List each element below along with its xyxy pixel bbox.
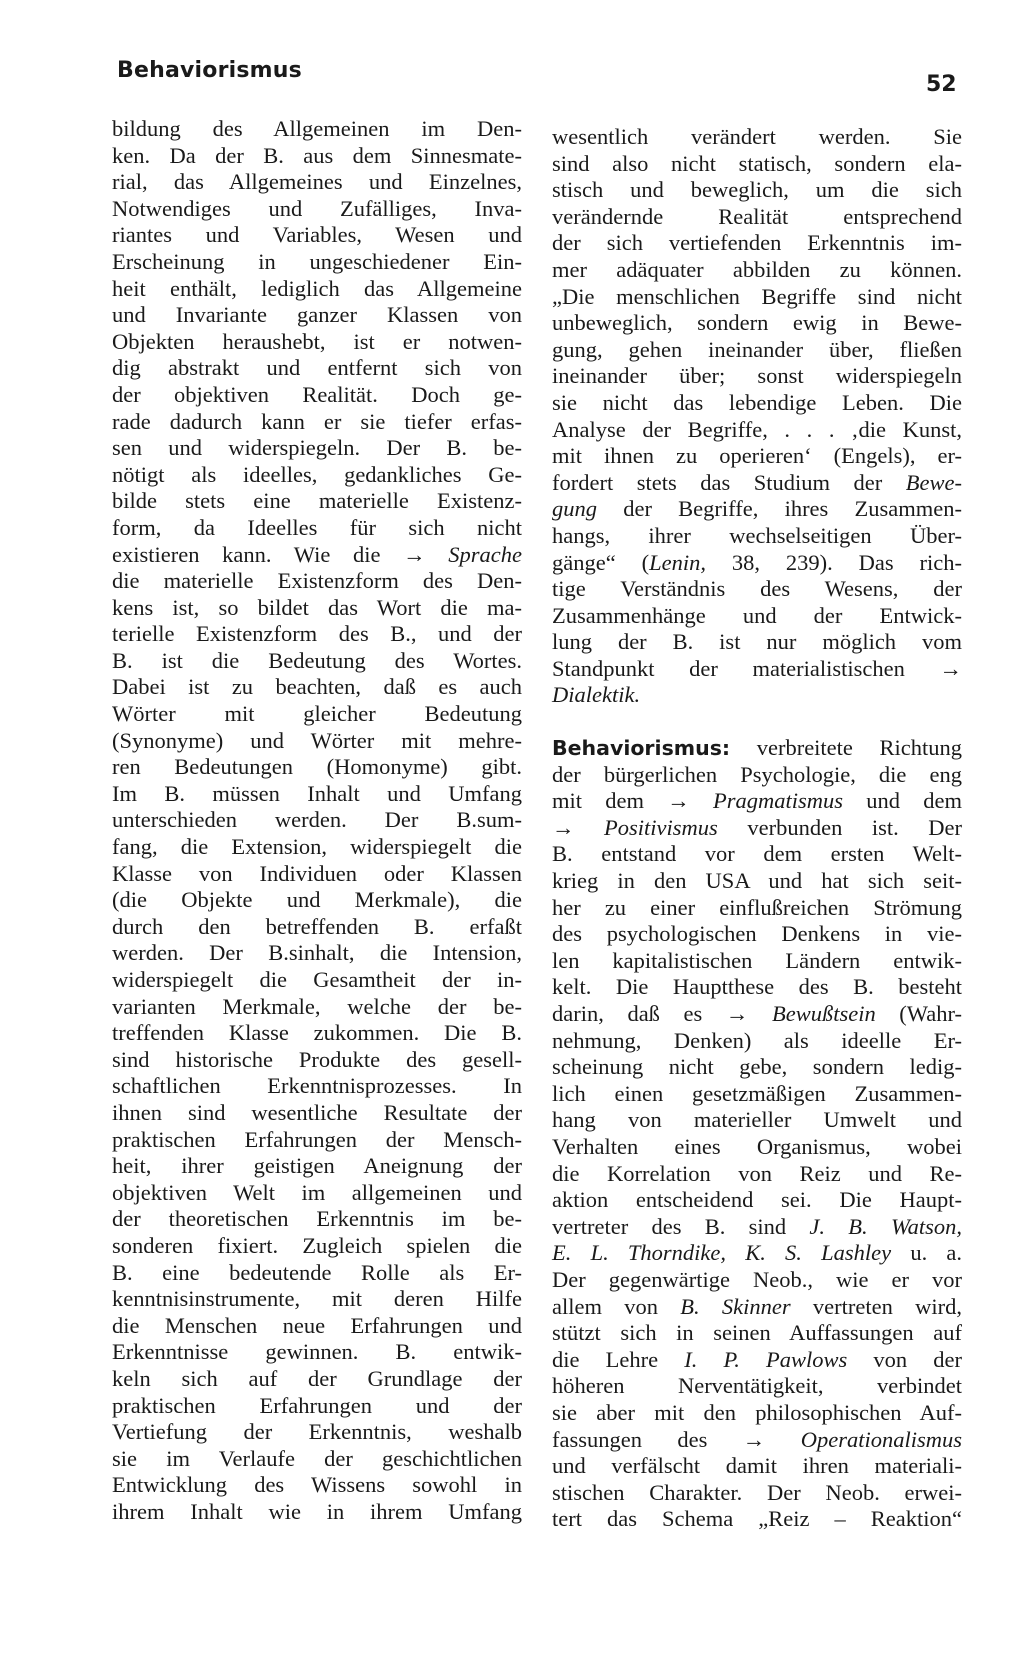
- text-line: Dabei ist zu beachten, daß es auch: [112, 674, 522, 700]
- person-name: I. P. Pawlows: [684, 1346, 848, 1372]
- text-segment: von der: [873, 1346, 963, 1372]
- cross-reference-arrow: →: [552, 814, 575, 840]
- left-column: [112, 116, 522, 1525]
- text-line: fang, die Extension, widerspiegelt die: [112, 834, 522, 860]
- text-line: die materielle Existenzform des Den-: [112, 568, 522, 594]
- text-line: [552, 470, 962, 497]
- text-line-with-ref: [112, 542, 522, 569]
- text-line: bilde stets eine materielle Existenz-: [112, 488, 522, 514]
- text-line: Vertiefung der Erkenntnis, weshalb: [112, 1419, 522, 1445]
- text-line: Notwendiges und Zufälliges, Inva-: [112, 195, 522, 221]
- text-line: tige Verständnis des Wesens, der: [552, 576, 962, 602]
- text-line: riantes und Variables, Wesen und: [112, 222, 522, 248]
- text-line: stützt sich in seinen Auffassungen auf: [552, 1320, 962, 1346]
- text-line: praktischen Erfahrungen und der: [112, 1392, 522, 1418]
- text-line: varianten Merkmale, welche der be-: [112, 993, 522, 1019]
- text-line: heit, ihrer geistigen Aneignung der: [112, 1153, 522, 1179]
- text-line: keln sich auf der Grundlage der: [112, 1365, 522, 1391]
- text-line: gung, gehen ineinander über, fließen: [552, 336, 962, 362]
- text-line: kenntnisinstrumente, mit deren Hilfe: [112, 1286, 522, 1312]
- text-line: dig abstrakt und entfernt sich von: [112, 355, 522, 381]
- running-head: Behaviorismus: [117, 58, 302, 83]
- text-line: schaftlichen Erkenntnisprozesses. In: [112, 1073, 522, 1099]
- text-segment: der Begriffe, ihres Zusammen-: [623, 496, 962, 522]
- text-line: terielle Existenzform des B., und der: [112, 621, 522, 647]
- text-line: [552, 496, 962, 523]
- text-line: Verhalten eines Organismus, wobei: [552, 1133, 962, 1159]
- text-line: (Synonyme) und Wörter mit mehre-: [112, 727, 522, 753]
- person-name: J. B. Watson,: [809, 1213, 963, 1239]
- text-line: lich einen gesetzmäßigen Zusammen-: [552, 1080, 962, 1106]
- entry-keyword: Behaviorismus:: [552, 736, 731, 761]
- text-line: hang von materieller Umwelt und: [552, 1107, 962, 1133]
- text-line: [552, 1214, 962, 1241]
- cross-reference-bewusstsein[interactable]: Bewußtsein: [771, 1001, 876, 1026]
- text-line: B. ist die Bedeutung des Wortes.: [112, 647, 522, 673]
- text-line: Klasse von Individuen oder Klassen: [112, 860, 522, 886]
- text-segment: verbunden ist. Der: [747, 814, 963, 840]
- citation-author: Lenin,: [649, 549, 706, 575]
- text-segment: 38, 239). Das rich-: [731, 549, 962, 575]
- text-line: stisch und beweglich, um die sich: [552, 177, 962, 203]
- person-names: E. L. Thorndike, K. S. Lashley: [552, 1240, 892, 1266]
- text-line: mit ihnen zu operieren‘ (Engels), er-: [552, 443, 962, 469]
- text-line: die Menschen neue Erfahrungen und: [112, 1312, 522, 1338]
- entry-first-line: [552, 735, 962, 762]
- text-line: Zusammenhänge und der Entwick-: [552, 602, 962, 628]
- cross-reference-operationalismus[interactable]: Operationalismus: [800, 1426, 962, 1452]
- text-line: der bürgerlichen Psychologie, die eng: [552, 761, 962, 787]
- text-line: „Die menschlichen Begriffe sind nicht: [552, 283, 962, 309]
- text-line: [552, 1427, 962, 1454]
- text-line: rial, das Allgemeines und Einzelnes,: [112, 169, 522, 195]
- text-line: sonderen fixiert. Zugleich spielen die: [112, 1232, 522, 1258]
- text-line: sen und widerspiegeln. Der B. be-: [112, 435, 522, 461]
- text-segment: u. a.: [910, 1240, 962, 1266]
- text-segment: die Lehre: [552, 1346, 659, 1372]
- text-line: nehmung, Denken) als ideelle Er-: [552, 1027, 962, 1053]
- text-line: sie nicht das lebendige Leben. Die: [552, 389, 962, 415]
- text-line: [552, 550, 962, 577]
- text-line: form, da Ideelles für sich nicht: [112, 514, 522, 540]
- text-line: der objektiven Realität. Doch ge-: [112, 381, 522, 407]
- text-line: tert das Schema „Reiz – Reaktion“: [552, 1506, 962, 1532]
- text-line: [552, 1001, 962, 1028]
- right-column: [552, 124, 962, 1533]
- text-line: ken. Da der B. aus dem Sinnesmate-: [112, 142, 522, 168]
- text-line: widerspiegelt die Gesamtheit der in-: [112, 967, 522, 992]
- text-line: Analyse der Begriffe, . . . ‚die Kunst,: [552, 416, 962, 442]
- text-line: verändernde Realität entsprechend: [552, 203, 962, 229]
- text-line: kelt. Die Hauptthese des B. besteht: [552, 974, 962, 1000]
- text-segment: existieren kann. Wie die: [112, 541, 381, 567]
- text-line: B. eine bedeutende Rolle als Er-: [112, 1259, 522, 1285]
- text-line: durch den betreffenden B. erfaßt: [112, 913, 522, 939]
- text-line: [552, 1294, 962, 1321]
- text-line: [552, 1240, 962, 1267]
- text-line: Wörter mit gleicher Bedeutung: [112, 701, 522, 727]
- emphasis: gung: [552, 496, 597, 522]
- text-segment: vertreten wird,: [812, 1293, 962, 1319]
- text-line: Erscheinung in ungeschiedener Ein-: [112, 248, 522, 274]
- text-line: kens ist, so bildet das Wort die ma-: [112, 594, 522, 620]
- text-segment: fordert stets das Studium der: [552, 469, 883, 495]
- text-segment: und dem: [866, 788, 963, 814]
- continued-paragraph: [552, 124, 962, 709]
- text-line: [552, 682, 962, 709]
- text-line: objektiven Welt im allgemeinen und: [112, 1179, 522, 1205]
- cross-reference-positivismus[interactable]: Positivismus: [604, 814, 718, 840]
- text-line: sie aber mit den philosophischen Auf-: [552, 1399, 962, 1425]
- text-segment: fassungen des →: [552, 1426, 766, 1452]
- text-line: [552, 815, 962, 842]
- text-line: heit enthält, lediglich das Allgemeine: [112, 275, 522, 301]
- text-line: und verfälscht damit ihren materiali-: [552, 1453, 962, 1479]
- text-line: mer adäquater abbilden zu können.: [552, 256, 962, 282]
- cross-reference-sprache[interactable]: Sprache: [448, 541, 522, 567]
- text-line: Im B. müssen Inhalt und Umfang: [112, 780, 522, 806]
- text-line: [552, 1347, 962, 1374]
- text-line: bildung des Allgemeinen im Den-: [112, 116, 522, 141]
- text-line: B. entstand vor dem ersten Welt-: [552, 841, 962, 867]
- cross-reference-arrow: →: [403, 541, 426, 567]
- text-segment: gänge“ (: [552, 549, 650, 575]
- text-line: der sich vertiefenden Erkenntnis im-: [552, 230, 962, 256]
- text-segment: verbreitete Richtung: [756, 735, 962, 761]
- text-line: der theoretischen Erkenntnis im be-: [112, 1206, 522, 1232]
- text-line: sie im Verlaufe der geschichtlichen: [112, 1445, 522, 1471]
- text-line: len kapitalistischen Ländern entwik-: [552, 947, 962, 973]
- text-line: Standpunkt der materialistischen →: [552, 655, 962, 681]
- text-line: rade dadurch kann er sie tiefer erfas-: [112, 408, 522, 434]
- text-line: unbeweglich, sondern ewig in Bewe-: [552, 310, 962, 336]
- text-line: höheren Nerventätigkeit, verbindet: [552, 1373, 962, 1399]
- paragraph-gap: [552, 709, 962, 735]
- text-line: des psychologischen Denkens in vie-: [552, 921, 962, 947]
- text-line: wesentlich verändert werden. Sie: [552, 124, 962, 149]
- text-segment: mit dem →: [552, 788, 690, 814]
- text-line: [552, 788, 962, 815]
- text-line: und Invariante ganzer Klassen von: [112, 302, 522, 328]
- text-line: ren Bedeutungen (Homonyme) gibt.: [112, 754, 522, 780]
- text-line: werden. Der B.sinhalt, die Intension,: [112, 940, 522, 966]
- emphasis: Bewe-: [905, 469, 962, 495]
- cross-reference-dialektik[interactable]: Dialektik.: [552, 682, 641, 708]
- text-line: praktischen Erfahrungen der Mensch-: [112, 1126, 522, 1152]
- text-segment: vertreter des B. sind: [552, 1213, 787, 1239]
- text-line: krieg in den USA und hat sich seit-: [552, 868, 962, 894]
- text-line: Objekten heraushebt, ist er notwen-: [112, 328, 522, 354]
- page-number: 52: [926, 72, 957, 97]
- text-segment: darin, daß es →: [552, 1001, 749, 1026]
- text-segment: (Wahr-: [899, 1001, 962, 1026]
- text-line: ihrem Inhalt wie in ihrem Umfang: [112, 1498, 522, 1524]
- text-line: die Korrelation von Reiz und Re-: [552, 1160, 962, 1186]
- text-line: nötigt als ideelles, gedankliches Ge-: [112, 461, 522, 487]
- text-line: lung der B. ist nur möglich vom: [552, 629, 962, 655]
- text-line: Entwicklung des Wissens sowohl in: [112, 1472, 522, 1498]
- text-line: Erkenntnisse gewinnen. B. entwik-: [112, 1339, 522, 1365]
- text-line: her zu einer einflußreichen Strömung: [552, 894, 962, 920]
- text-line: sind historische Produkte des gesell-: [112, 1046, 522, 1072]
- text-line: treffenden Klasse zukommen. Die B.: [112, 1020, 522, 1046]
- text-line: ihnen sind wesentliche Resultate der: [112, 1099, 522, 1125]
- text-line: stischen Charakter. Der Neob. erwei-: [552, 1479, 962, 1505]
- text-line: aktion entscheidend sei. Die Haupt-: [552, 1187, 962, 1213]
- text-segment: allem von: [552, 1293, 658, 1319]
- text-line: sind also nicht statisch, sondern ela-: [552, 150, 962, 176]
- text-line: ineinander über; sonst widerspiegeln: [552, 363, 962, 389]
- text-line: scheinung nicht gebe, sondern ledig-: [552, 1054, 962, 1080]
- person-name: B. Skinner: [680, 1293, 791, 1319]
- text-line: Der gegenwärtige Neob., wie er vor: [552, 1266, 962, 1292]
- text-line: (die Objekte und Merkmale), die: [112, 887, 522, 913]
- cross-reference-pragmatismus[interactable]: Pragmatismus: [713, 788, 844, 814]
- text-line: hangs, ihrer wechselseitigen Über-: [552, 522, 962, 548]
- text-line: unterschieden werden. Der B.sum-: [112, 807, 522, 833]
- dictionary-entry: [552, 735, 962, 1533]
